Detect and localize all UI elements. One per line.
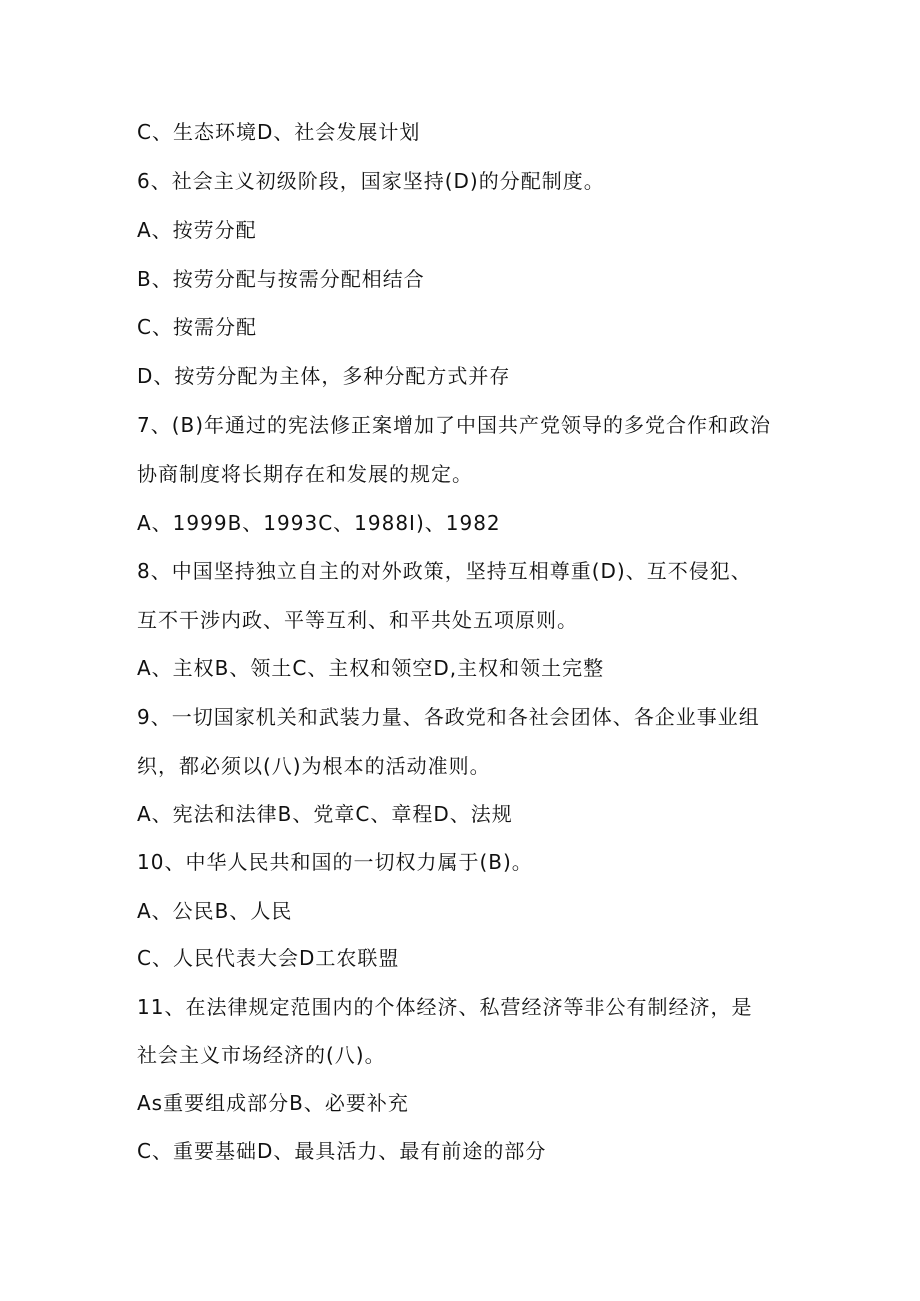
option-line: C、生态环境D、社会发展计划 — [137, 120, 421, 144]
question-8: 8、中国坚持独立自主的对外政策，坚持互相尊重(D)、互不侵犯、 — [137, 559, 752, 583]
option-line: As重要组成部分B、必要补充 — [137, 1091, 409, 1115]
option-line: D、按劳分配为主体，多种分配方式并存 — [137, 364, 511, 388]
option-line: A、宪法和法律B、党章C、章程D、法规 — [137, 802, 513, 826]
question-7-continued: 协商制度将长期存在和发展的规定。 — [137, 462, 473, 486]
option-line: C、人民代表大会D工农联盟 — [137, 946, 400, 970]
question-7: 7、(B)年通过的宪法修正案增加了中国共产党领导的多党合作和政治 — [137, 413, 772, 437]
option-line: B、按劳分配与按需分配相结合 — [137, 267, 425, 291]
question-11: 11、在法律规定范围内的个体经济、私营经济等非公有制经济，是 — [137, 995, 753, 1019]
question-9: 9、一切国家机关和武装力量、各政党和各社会团体、各企业事业组 — [137, 705, 760, 729]
question-9-continued: 织，都必须以(八)为根本的活动准则。 — [137, 754, 491, 778]
option-line: C、重要基础D、最具活力、最有前途的部分 — [137, 1139, 547, 1163]
question-6: 6、社会主义初级阶段，国家坚持(D)的分配制度。 — [137, 169, 605, 193]
question-8-continued: 互不干涉内政、平等互利、和平共处五项原则。 — [137, 608, 578, 632]
option-line: A、主权B、领土C、主权和领空D,主权和领土完整 — [137, 656, 605, 680]
option-line: A、公民B、人民 — [137, 899, 293, 923]
option-line: A、按劳分配 — [137, 218, 257, 242]
question-10: 10、中华人民共和国的一切权力属于(B)。 — [137, 850, 533, 874]
question-11-continued: 社会主义市场经济的(八)。 — [137, 1043, 386, 1067]
option-line: A、1999B、1993C、1988I)、1982 — [137, 511, 501, 535]
option-line: C、按需分配 — [137, 315, 257, 339]
